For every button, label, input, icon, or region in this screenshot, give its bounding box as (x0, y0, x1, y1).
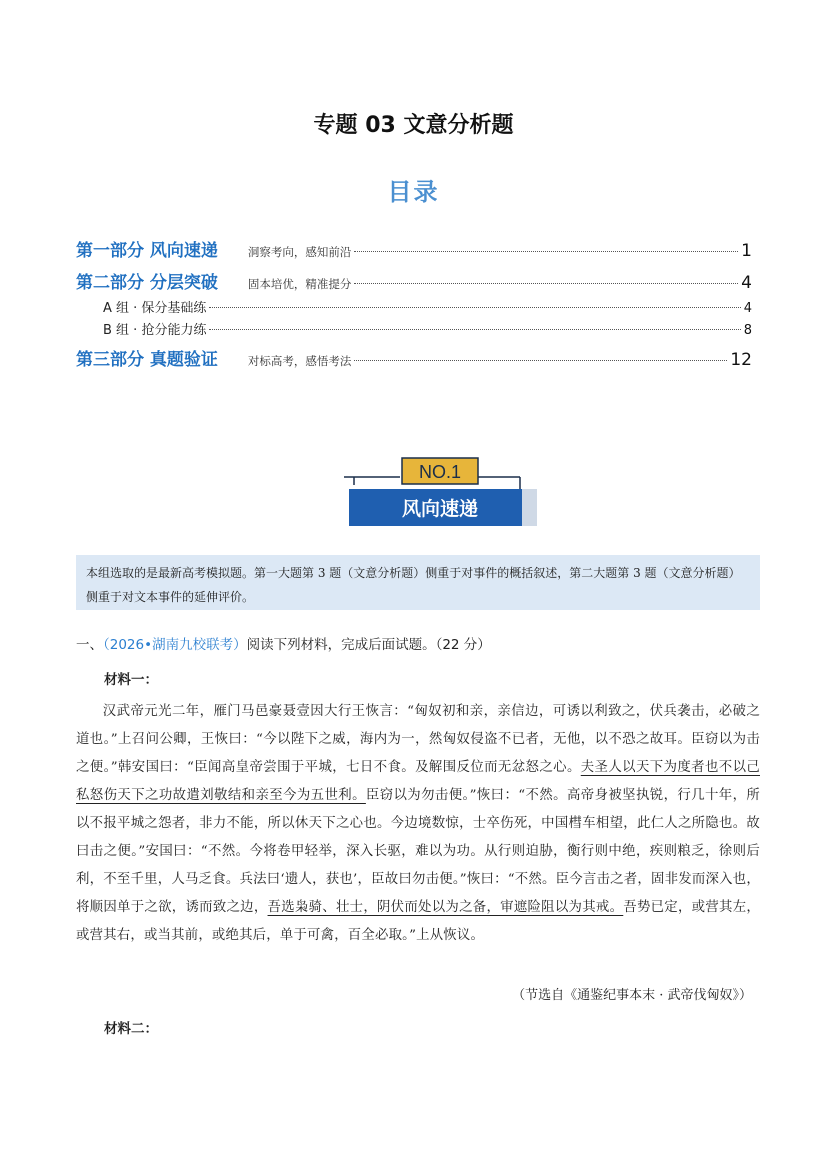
toc-page-number: 4 (743, 301, 752, 316)
toc-leader-dots (354, 283, 738, 284)
underlined-sentence-2: 吾选枭骑、壮士，阴伏而处以为之备，审遮险阻以为其戒。 (267, 900, 624, 915)
toc-page-number: 4 (741, 273, 752, 293)
toc-part-subtitle: 固本培优，精准提分 (247, 277, 352, 291)
material-1-source: （节选自《通鉴纪事本末 · 武帝伐匈奴》） (512, 988, 752, 1003)
passage-text: 汉武帝元光二年，雁门马邑豪聂壹因大行王恢言：“匈奴初和亲，亲信边，可诱以利致之，伏兵袭击，必破之道也。”上召问公卿，王恢曰：“今以陛下之威，海内为一，然匈奴侵盗不已者，无他，以不恐之故耳。臣窃以为击之便。”韩安国曰：“臣闻高皇帝尝围于平城，七日不食。及解围反位而无忿怒之心。 (76, 704, 760, 775)
underlined-sentence-1: 夫圣人以天下为度者也不以己私怒伤天下之功故遣刘敬结和亲至今为五世利。 (76, 760, 760, 803)
toc-part-subtitle: 洞察考向，感知前沿 (247, 245, 352, 259)
toc-page-number: 8 (743, 323, 752, 338)
toc-part-2[interactable] (76, 268, 752, 293)
material-2-label: 材料二： (104, 1021, 158, 1037)
badge-label: 风向速递 (401, 498, 479, 520)
toc-group-label: A 组 · 保分基础练 (103, 301, 207, 316)
toc-leader-dots (209, 329, 740, 330)
section-badge (340, 455, 540, 530)
toc-part-title: 第一部分 风向速递 (76, 241, 218, 261)
passage-text: 臣窃以为勿击便。”恢曰：“不然。高帝身被坚执锐，行几十年，所以不报平城之怨者，非力不能，所以休天下之心也。今边境数惊，士卒伤死，中国槥车相望，此仁人之所隐也。故曰击之便。”安国曰：“不然。今将卷甲轻举，深入长驱，难以为功。从行则迫胁，衡行则中绝，疾则粮乏，徐则后利，不至千里，人马乏食。兵法曰‘遗人，获也’，臣故曰勿击便。”恢曰：“不然。臣今言击之者，固非发而深入也，将顺因单于之欲，诱而致之边， (76, 788, 760, 915)
toc-part-3[interactable] (76, 345, 752, 370)
question-prompt: 阅读下列材料，完成后面试题。（22 分） (246, 637, 491, 653)
material-1-label: 材料一： (104, 672, 158, 688)
toc-leader-dots (209, 307, 740, 308)
toc-group-b[interactable] (76, 319, 752, 338)
question-header (76, 633, 760, 653)
toc-group-a[interactable] (76, 297, 752, 316)
material-1-passage (76, 698, 760, 950)
toc-leader-dots (354, 360, 727, 361)
toc-part-subtitle: 对标高考，感悟考法 (247, 354, 352, 368)
passage-text: 吾势已定，或营其左，或营其右，或当其前，或绝其后，单于可禽，百全必取。”上从恢议。 (76, 900, 760, 943)
question-number: 一、 (76, 637, 103, 653)
toc-page-number: 12 (730, 350, 752, 370)
toc-part-title: 第三部分 真题验证 (76, 350, 218, 370)
toc-leader-dots (354, 251, 738, 252)
intro-note: 本组选取的是最新高考模拟题。第一大题第 3 题（文意分析题）侧重于对事件的概括叙述，第二大题第 3 题（文意分析题）侧重于对文本事件的延伸评价。 (76, 555, 760, 610)
page-title: 专题 03 文意分析题 (313, 113, 514, 138)
toc-heading: 目录 (387, 178, 440, 206)
question-source: （2026•湖南九校联考） (103, 637, 247, 653)
toc-group-label: B 组 · 抢分能力练 (103, 323, 207, 338)
badge-number: NO.1 (418, 462, 462, 482)
toc-part-1[interactable] (76, 236, 752, 261)
toc-part-title: 第二部分 分层突破 (76, 273, 218, 293)
toc-page-number: 1 (741, 241, 752, 261)
